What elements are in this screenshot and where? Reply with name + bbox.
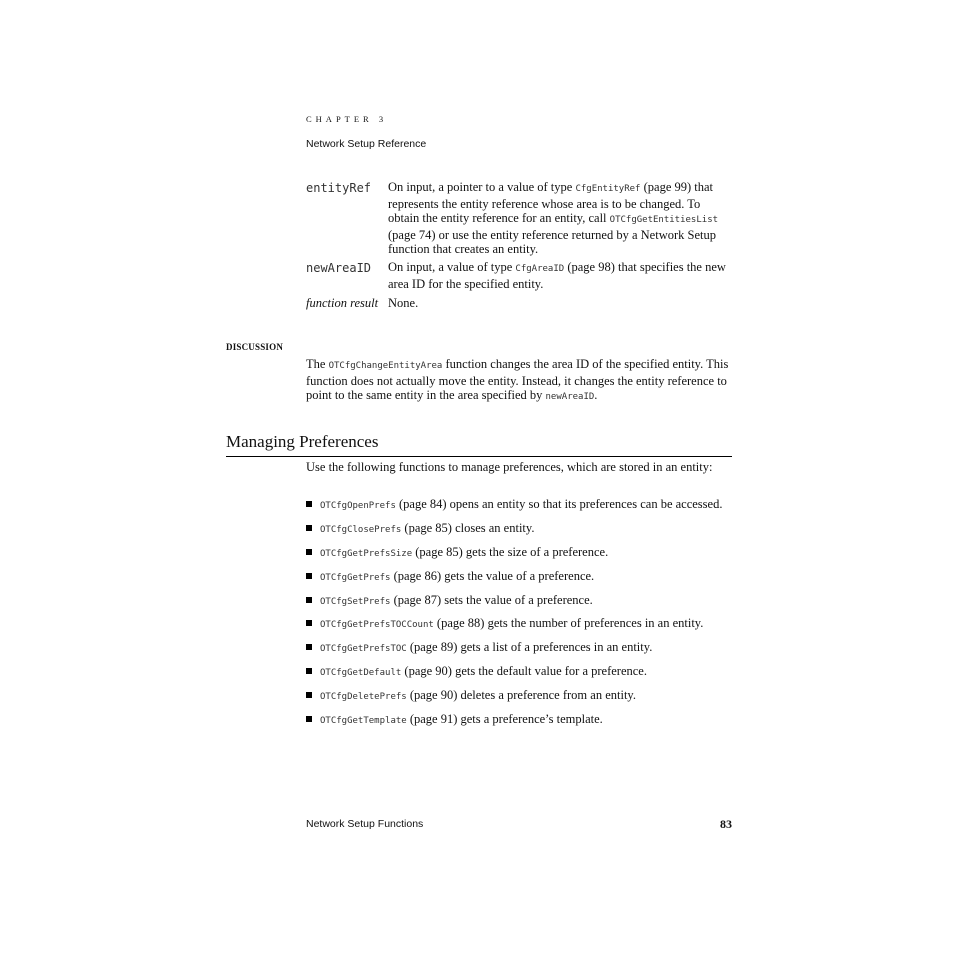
function-name: OTCfgGetPrefsSize [320, 548, 413, 559]
function-description: (page 88) gets the number of preferences in an entity. [433, 616, 704, 631]
code-term: OTCfgChangeEntityArea [328, 361, 443, 371]
function-description: (page 85) closes an entity. [401, 520, 535, 535]
function-description: (page 84) opens an entity so that its preferences can be accessed. [395, 497, 723, 511]
code-term: newAreaID [545, 392, 595, 403]
discussion-heading: DISCUSSION [226, 342, 284, 352]
function-name: OTCfgClosePrefs [320, 524, 402, 535]
function-description: (page 87) sets the value of a preference. [390, 592, 593, 607]
page-number: 83 [720, 817, 732, 831]
bullet-square-icon [306, 692, 312, 698]
function-description: (page 85) gets the size of a preference. [412, 544, 609, 559]
code-term: OTCfgGetEntitiesList [609, 215, 719, 226]
function-description: (page 86) gets the value of a preference. [390, 568, 595, 583]
code-term: CfgEntityRef [575, 184, 641, 194]
param-name-function-result: function result [306, 296, 379, 310]
bullet-square-icon [306, 573, 312, 579]
param-desc-newareaid: On input, a value of type CfgAreaID (page 98) that specifies the new area ID for the specified entity. [388, 260, 726, 291]
bullet-square-icon [306, 620, 312, 626]
list-item [306, 712, 736, 729]
function-name: OTCfgOpenPrefs [320, 501, 396, 511]
list-item [306, 497, 736, 514]
function-name: OTCfgDeletePrefs [320, 692, 407, 703]
param-desc-function-result: None. [388, 296, 419, 310]
param-name-entityref: entityRef [306, 181, 372, 195]
function-description: (page 91) gets a preference’s template. [406, 712, 603, 727]
function-list [306, 497, 736, 736]
bullet-square-icon [306, 716, 312, 722]
list-item [306, 545, 736, 562]
running-title: Network Setup Reference [306, 138, 427, 150]
bullet-square-icon [306, 597, 312, 603]
list-item [306, 521, 736, 538]
list-item [306, 688, 736, 705]
section-intro: Use the following functions to manage preferences, which are stored in an entity: [306, 460, 713, 474]
section-title: Managing Preferences [226, 432, 379, 451]
chapter-label: CHAPTER 3 [306, 114, 388, 124]
list-item [306, 640, 736, 657]
param-desc-entityref: On input, a pointer to a value of type CfgEntityRef (page 99) that represents the entity reference whose area is to be changed. To obtain the entity reference for an entity, call OTCfgGetEntitiesList (page 74) or use the entity reference returned by a Network Setup function that creates an entity. [388, 180, 719, 257]
list-item [306, 664, 736, 681]
section-rule [226, 456, 732, 457]
function-name: OTCfgSetPrefs [320, 596, 391, 607]
bullet-square-icon [306, 501, 312, 507]
function-name: OTCfgGetDefault [320, 668, 402, 679]
param-name-newareaid: newAreaID [306, 261, 372, 275]
list-item [306, 569, 736, 586]
function-description: (page 89) gets a list of a preferences in an entity. [406, 640, 653, 655]
bullet-square-icon [306, 549, 312, 555]
footer-title: Network Setup Functions [306, 818, 424, 830]
function-name: OTCfgGetTemplate [320, 716, 407, 727]
discussion-body: The OTCfgChangeEntityArea function changes the area ID of the specified entity. This function does not actually move the entity. Instead, it changes the entity reference to point to the same entity in the area specified by newAreaID. [306, 357, 729, 403]
bullet-square-icon [306, 525, 312, 531]
code-term: CfgAreaID [515, 264, 565, 274]
bullet-square-icon [306, 668, 312, 674]
function-description: (page 90) deletes a preference from an entity. [406, 688, 636, 703]
list-item [306, 616, 736, 633]
function-description: (page 90) gets the default value for a preference. [401, 664, 647, 679]
bullet-square-icon [306, 644, 312, 650]
list-item [306, 593, 736, 610]
function-name: OTCfgGetPrefs [320, 572, 391, 583]
function-name: OTCfgGetPrefsTOCCount [320, 620, 434, 631]
function-name: OTCfgGetPrefsTOC [320, 644, 407, 655]
